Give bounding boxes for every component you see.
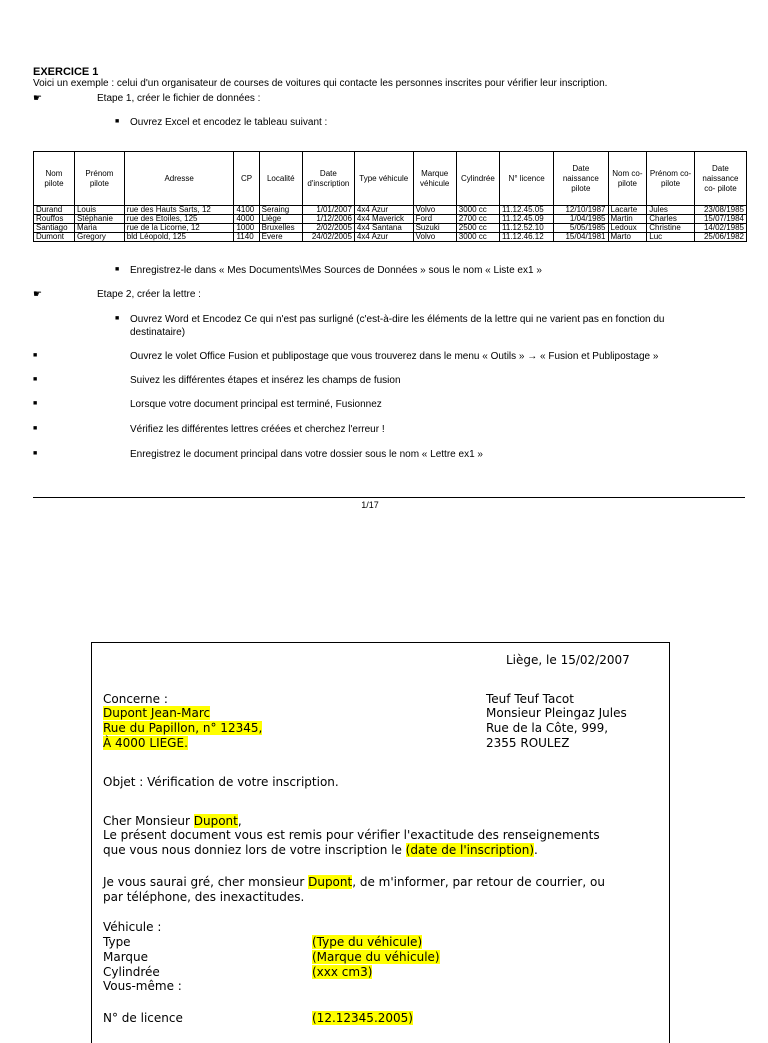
table-cell: 4100 (234, 206, 259, 215)
page-number: 1/17 (361, 500, 379, 510)
page-rule (33, 497, 745, 498)
table-cell: Suzuki (413, 224, 456, 233)
table-cell: rue des Etoiles, 125 (124, 215, 234, 224)
recipient-name: Dupont Jean-Marc (103, 706, 211, 720)
table-row (34, 215, 747, 224)
list-item: Lorsque votre document principal est terminé, Fusionnez (130, 399, 382, 410)
concerne-label: Concerne : (103, 692, 168, 706)
sender-name: Monsieur Pleingaz Jules (486, 706, 627, 720)
table-cell: Evere (259, 233, 302, 242)
table-cell: 4000 (234, 215, 259, 224)
table-cell: 2500 cc (456, 224, 499, 233)
header-licence: N° licence (499, 152, 553, 206)
bullet-icon: ■ (115, 118, 120, 125)
table-cell: Louis (74, 206, 124, 215)
table-cell: Liège (259, 215, 302, 224)
table-cell: Gregory (74, 233, 124, 242)
bullet-icon: ■ (115, 266, 120, 273)
para1-line1: Le présent document vous est remis pour vérifier l'exactitude des renseignements (103, 828, 600, 842)
table-cell: Luc (647, 233, 695, 242)
table-cell: 1/12/2006 (302, 215, 354, 224)
para2-line1: Je vous saurai gré, cher monsieur Dupont, de m'informer, par retour de courrier, ou (103, 875, 605, 889)
field-label-marque: Marque (103, 950, 149, 964)
merge-field-marque: (Marque du véhicule) (312, 950, 440, 964)
table-cell: 24/02/2005 (302, 233, 354, 242)
table-header-row (34, 152, 747, 206)
merge-field-date: (date de l'inscription) (405, 843, 535, 857)
table-cell: 2700 cc (456, 215, 499, 224)
header-marque-vehicule: Marque véhicule (413, 152, 456, 206)
table-cell: Stéphanie (74, 215, 124, 224)
table-cell: 4x4 Santana (354, 224, 413, 233)
table-cell: Santiago (34, 224, 75, 233)
merge-field-name: Dupont (308, 875, 353, 889)
header-date-naissance-pilote: Date naissance pilote (554, 152, 608, 206)
recipient-city: À 4000 LIEGE. (103, 736, 188, 750)
table-cell: Volvo (413, 233, 456, 242)
step1-instruction: Ouvrez Excel et encodez le tableau suivant : (130, 117, 328, 128)
step2-instruction-line2: destinataire) (130, 327, 186, 338)
letter-date: Liège, le 15/02/2007 (506, 653, 630, 667)
licence-label: N° de licence (103, 1011, 183, 1025)
table-cell: 4x4 Maverick (354, 215, 413, 224)
exercise-intro: Voici un exemple : celui d'un organisateur de courses de voitures qui contacte les personnes inscrites pour vérifier leur inscription. (33, 78, 608, 89)
para2-line2: par téléphone, des inexactitudes. (103, 890, 305, 904)
step2-title: Etape 2, créer la lettre : (97, 289, 201, 300)
header-nom-copilote: Nom co-pilote (608, 152, 647, 206)
vehicule-label: Véhicule : (103, 920, 162, 934)
table-cell: Durand (34, 206, 75, 215)
table-cell: 25/06/1982 (694, 233, 746, 242)
bullet-icon: ■ (33, 425, 38, 432)
table-cell: 14/02/1985 (694, 224, 746, 233)
header-prenom-copilote: Prénom co-pilote (647, 152, 695, 206)
table-cell: 11.12.45.09 (499, 215, 553, 224)
letter-subject: Objet : Vérification de votre inscription. (103, 775, 339, 789)
header-adresse: Adresse (124, 152, 234, 206)
table-cell: Volvo (413, 206, 456, 215)
table-row (34, 233, 747, 242)
table-cell: Ford (413, 215, 456, 224)
table-cell: Lacarte (608, 206, 647, 215)
header-type-vehicule: Type véhicule (354, 152, 413, 206)
table-cell: 15/07/1984 (694, 215, 746, 224)
table-cell: Seraing (259, 206, 302, 215)
table-cell: 4x4 Azur (354, 206, 413, 215)
table-cell: 11.12.52.10 (499, 224, 553, 233)
sender-street: Rue de la Côte, 999, (486, 721, 609, 735)
table-cell: 4x4 Azur (354, 233, 413, 242)
table-cell: 11.12.46.12 (499, 233, 553, 242)
sender-city: 2355 ROULEZ (486, 736, 570, 750)
list-item: Vérifiez les différentes lettres créées et cherchez l'erreur ! (130, 424, 385, 435)
step2-instruction-line1: Ouvrez Word et Encodez Ce qui n'est pas surligné (c'est-à-dire les éléments de la lettre qui ne varient pas en fonction du (130, 314, 665, 325)
table-cell: Christine (647, 224, 695, 233)
table-cell: 5/05/1985 (554, 224, 608, 233)
table-cell: 3000 cc (456, 206, 499, 215)
table-cell: 15/04/1981 (554, 233, 608, 242)
sender-company: Teuf Teuf Tacot (486, 692, 574, 706)
exercise-title: EXERCICE 1 (33, 66, 99, 78)
table-cell: 1000 (234, 224, 259, 233)
table-cell: 23/08/1985 (694, 206, 746, 215)
step1-title: Etape 1, créer le fichier de données : (97, 93, 261, 104)
table-cell: 11.12.45.05 (499, 206, 553, 215)
header-cp: CP (234, 152, 259, 206)
letter-frame (91, 642, 670, 1043)
pointing-hand-icon: ☛ (33, 93, 42, 104)
table-cell: 2/02/2005 (302, 224, 354, 233)
table-cell: rue de la Licorne, 12 (124, 224, 234, 233)
merge-field-type: (Type du véhicule) (312, 935, 423, 949)
pointing-hand-icon: ☛ (33, 289, 42, 300)
bullet-icon: ■ (33, 352, 38, 359)
table-cell: 12/10/1987 (554, 206, 608, 215)
save-instruction: Enregistrez-le dans « Mes Documents\Mes Sources de Données » sous le nom « Liste ex1 » (130, 265, 542, 276)
table-cell: 1/04/1985 (554, 215, 608, 224)
table-cell: rue des Hauts Sarts, 12 (124, 206, 234, 215)
table-cell: Dumont (34, 233, 75, 242)
table-cell: 1/01/2007 (302, 206, 354, 215)
table-cell: Maria (74, 224, 124, 233)
table-cell: Charles (647, 215, 695, 224)
letter-greeting: Cher Monsieur Dupont, (103, 814, 242, 828)
table-cell: Bruxelles (259, 224, 302, 233)
field-label-cylindree: Cylindrée (103, 965, 160, 979)
header-date-inscription: Date d'inscription (302, 152, 354, 206)
table-cell: bld Léopold, 125 (124, 233, 234, 242)
merge-field-licence: (12.12345.2005) (312, 1011, 413, 1025)
table-cell: Rouffos (34, 215, 75, 224)
list-item: Suivez les différentes étapes et insérez les champs de fusion (130, 375, 401, 386)
bullet-icon: ■ (33, 400, 38, 407)
vous-meme-label: Vous-même : (103, 979, 182, 993)
table-row (34, 224, 747, 233)
table-cell: Jules (647, 206, 695, 215)
bullet-icon: ■ (33, 376, 38, 383)
table-row (34, 206, 747, 215)
table-cell: Marto (608, 233, 647, 242)
list-item: Enregistrez le document principal dans votre dossier sous le nom « Lettre ex1 » (130, 449, 483, 460)
merge-field-cylindree: (xxx cm3) (312, 965, 373, 979)
table-cell: Martin (608, 215, 647, 224)
table-cell: 1140 (234, 233, 259, 242)
header-cylindree: Cylindrée (456, 152, 499, 206)
header-localite: Localité (259, 152, 302, 206)
bullet-icon: ■ (33, 450, 38, 457)
para1-line2: que vous nous donniez lors de votre inscription le (date de l'inscription). (103, 843, 538, 857)
merge-field-name: Dupont (193, 814, 238, 828)
header-nom-pilote: Nom pilote (34, 152, 75, 206)
field-label-type: Type (103, 935, 131, 949)
table-cell: Ledoux (608, 224, 647, 233)
data-table (33, 151, 747, 242)
header-prenom-pilote: Prénom pilote (74, 152, 124, 206)
recipient-street: Rue du Papillon, n° 12345, (103, 721, 263, 735)
list-item: Ouvrez le volet Office Fusion et publipostage que vous trouverez dans le menu « Outils » → « Fusion et Publipostage » (130, 351, 659, 362)
bullet-icon: ■ (115, 315, 120, 322)
header-date-naissance-copilote: Date naissance co- pilote (694, 152, 746, 206)
table-cell: 3000 cc (456, 233, 499, 242)
